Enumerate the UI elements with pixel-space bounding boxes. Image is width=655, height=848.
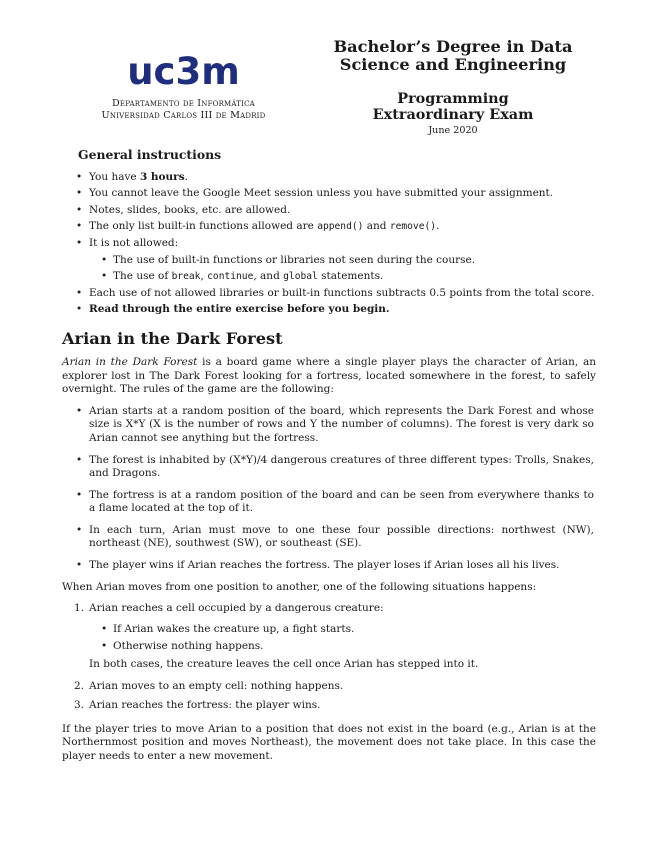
item-number: 1. — [74, 602, 85, 615]
degree-line-2: Science and Engineering — [339, 55, 567, 74]
exam-content — [62, 148, 596, 764]
instruction-item: • You cannot leave the Google Meet session unless you have submitted your assignment. — [62, 187, 596, 201]
rule-item: • The forest is inhabited by (X*Y)/4 dangerous creatures of three different types: Trolls, Snakes, and Dragons. — [62, 454, 596, 481]
closing-paragraph: If the player tries to move Arian to a position that does not exist in the board (e.g., Arian is at the Northernmost position and moves Northeast), the movement does not take place. In this case the player needs to enter a new movement. — [62, 722, 596, 762]
instruction-item: • Each use of not allowed libraries or built-in functions subtracts 0.5 points from the total score. — [62, 287, 596, 301]
not-allowed-item: • The use of built-in functions or libraries not seen during the course. — [89, 254, 596, 268]
situation-note: In both cases, the creature leaves the cell once Arian has stepped into it. — [89, 658, 479, 671]
situation-item — [62, 680, 596, 694]
uc3m-logo: uc3m — [127, 50, 240, 93]
section-intro: Arian in the Dark Forest is a board game where a single player plays the character of Arian, an explorer lost in The Dark Forest looking for a fortress, located somewhere in the forest, to safely overnight. The rules of the game are the following: — [62, 355, 596, 396]
item-number: 2. — [74, 679, 85, 692]
degree-line-1: Bachelor’s Degree in Data — [333, 37, 573, 56]
creature-outcomes-list — [89, 623, 596, 654]
not-allowed-list — [89, 254, 596, 284]
exam-title: Extraordinary Exam — [372, 106, 534, 123]
outcome-item: • Otherwise nothing happens. — [89, 640, 596, 654]
course-title: Programming — [397, 90, 509, 107]
situation-text: Arian reaches the fortress: the player wins. — [89, 699, 321, 712]
section-heading: Arian in the Dark Forest — [62, 328, 283, 348]
instruction-item: • Read through the entire exercise before you begin. — [62, 303, 596, 317]
general-instructions-heading: General instructions — [78, 147, 222, 162]
exam-date: June 2020 — [428, 125, 478, 136]
situation-text: Arian reaches a cell occupied by a dangerous creature: — [89, 602, 384, 615]
instruction-item: • It is not allowed: • The use of built-in functions or libraries not seen during the course. • The use of break, continue, and global statements. — [62, 237, 596, 284]
university-header — [86, 50, 281, 122]
university-name: Universidad Carlos III de Madrid — [101, 110, 266, 121]
item-number: 3. — [74, 699, 85, 712]
department-affiliation — [86, 98, 281, 122]
rule-item: • Arian starts at a random position of the board, which represents the Dark Forest and whose size is X*Y (X is the number of rows and Y the number of columns). The forest is very dark so Arian cannot see anything but the fortress. — [62, 405, 596, 446]
situations-list — [62, 602, 596, 713]
general-instructions-list — [62, 171, 596, 317]
degree-title — [318, 38, 588, 74]
outcome-item: • If Arian wakes the creature up, a fight starts. — [89, 623, 596, 637]
rule-item: • The fortress is at a random position of the board and can be seen from everywhere thanks to a flame located at the top of it. — [62, 489, 596, 516]
instruction-item: • You have 3 hours. — [62, 171, 596, 185]
game-rules-list — [62, 405, 596, 573]
rule-item: • The player wins if Arian reaches the fortress. The player loses if Arian loses all his lives. — [62, 559, 596, 573]
situation-item — [62, 699, 596, 713]
exam-title-block — [318, 38, 588, 136]
rule-item: • In each turn, Arian must move to one these four possible directions: northwest (NW), northeast (NE), southwest (SW), or southeast (SE). — [62, 524, 596, 551]
instruction-item: • Notes, slides, books, etc. are allowed. — [62, 204, 596, 218]
situation-item — [62, 602, 596, 671]
instruction-item: • The only list built-in functions allowed are append() and remove(). — [62, 220, 596, 234]
department-name: Departamento de Informática — [112, 98, 255, 109]
moves-intro: When Arian moves from one position to another, one of the following situations happens: — [62, 580, 537, 593]
situation-text: Arian moves to an empty cell: nothing happens. — [89, 679, 344, 692]
not-allowed-item: • The use of break, continue, and global statements. — [89, 270, 596, 284]
